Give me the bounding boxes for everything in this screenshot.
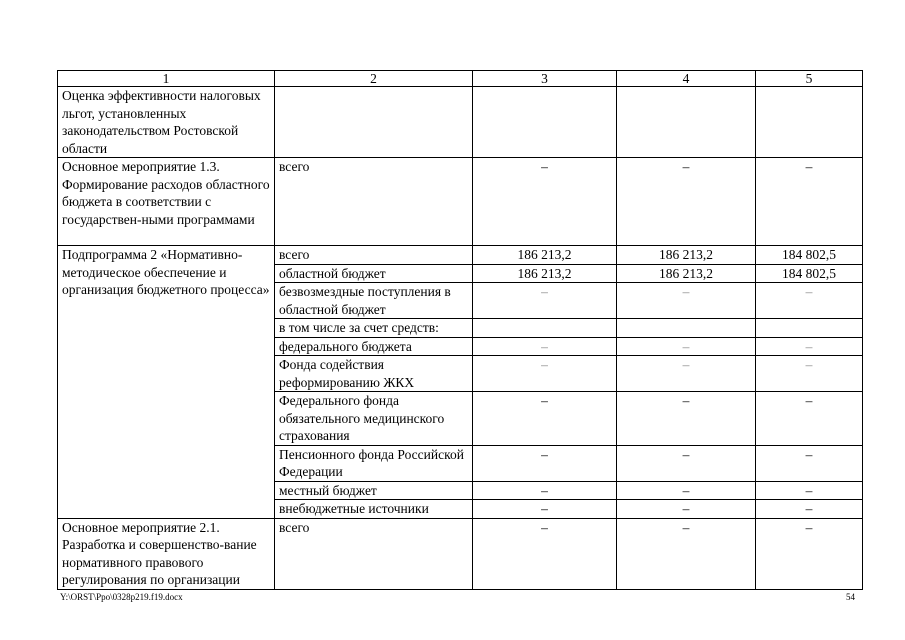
column-header: 4 [617,71,756,87]
value-cell: – [756,445,863,481]
value-cell [617,87,756,158]
source-cell: в том числе за счет средств: [275,319,473,338]
value-cell: – [617,481,756,500]
source-cell: внебюджетные источники [275,500,473,519]
source-cell: федерального бюджета [275,337,473,356]
measure-name-cell: Оценка эффективности налоговых льгот, установленных законодательством Ростовской области [58,87,275,158]
value-cell: – [473,445,617,481]
value-cell [473,319,617,338]
value-cell: – [756,337,863,356]
table-header-row [58,71,863,87]
value-cell: 186 213,2 [473,264,617,283]
value-cell: – [756,518,863,589]
value-cell: 186 213,2 [617,264,756,283]
value-cell: 184 802,5 [756,264,863,283]
source-cell: Пенсионного фонда Российской Федерации [275,445,473,481]
subprogram-name-cell: Подпрограмма 2 «Нормативно-методическое обеспечение и организация бюджетного процесса» [58,246,275,519]
value-cell: – [756,500,863,519]
value-cell: – [617,283,756,319]
source-cell: Фонда содействия реформированию ЖКХ [275,356,473,392]
table-row [58,246,863,265]
source-cell: областной бюджет [275,264,473,283]
measure-name-cell: Основное мероприятие 1.3. Формирование расходов областного бюджета в соответствии с государствен-ными программами [58,158,275,246]
value-cell: – [473,518,617,589]
value-cell: – [473,158,617,246]
column-header: 3 [473,71,617,87]
value-cell: – [617,500,756,519]
value-cell: – [473,283,617,319]
value-cell: – [756,356,863,392]
source-cell: безвозмездные поступления в областной бюджет [275,283,473,319]
budget-table [57,70,863,590]
column-header: 1 [58,71,275,87]
source-cell: местный бюджет [275,481,473,500]
value-cell: – [617,356,756,392]
table-row [58,158,863,246]
value-cell: – [473,481,617,500]
value-cell: – [473,500,617,519]
value-cell: – [756,481,863,500]
value-cell: – [617,518,756,589]
value-cell [617,319,756,338]
value-cell: – [473,392,617,446]
value-cell: – [617,445,756,481]
value-cell: – [756,392,863,446]
table-row [58,518,863,589]
value-cell [756,319,863,338]
file-path-footer: Y:\ORST\Ppo\0328p219.f19.docx [60,592,183,602]
value-cell: – [473,337,617,356]
value-cell: – [617,158,756,246]
source-cell: всего [275,246,473,265]
measure-name-cell: Основное мероприятие 2.1. Разработка и совершенство-вание нормативного правового регулирования по организации [58,518,275,589]
value-cell: – [473,356,617,392]
source-cell [275,87,473,158]
value-cell: 186 213,2 [617,246,756,265]
column-header: 2 [275,71,473,87]
source-cell: всего [275,518,473,589]
value-cell: – [617,337,756,356]
value-cell: 186 213,2 [473,246,617,265]
value-cell: – [756,158,863,246]
source-cell: Федерального фонда обязательного медицинского страхования [275,392,473,446]
page-number: 54 [846,592,855,602]
column-header: 5 [756,71,863,87]
value-cell [756,87,863,158]
value-cell: – [617,392,756,446]
source-cell: всего [275,158,473,246]
value-cell [473,87,617,158]
value-cell: – [756,283,863,319]
value-cell: 184 802,5 [756,246,863,265]
table-row [58,87,863,158]
